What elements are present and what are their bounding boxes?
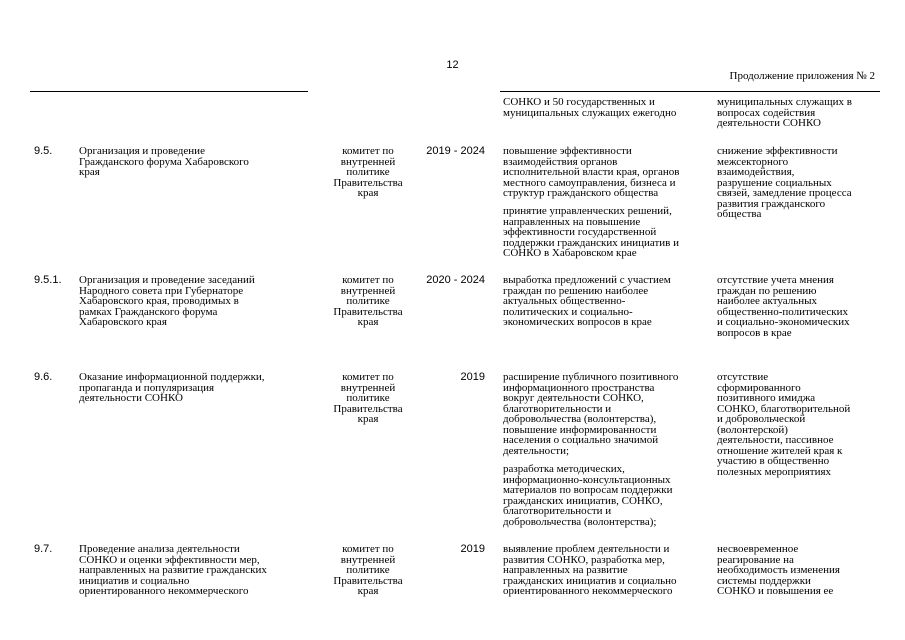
row-number: 9.7. <box>34 543 53 555</box>
row-executor: комитет по внутренней политике Правительства края <box>333 371 403 425</box>
row-number: 9.6. <box>34 371 53 383</box>
row-executor: комитет по внутренней политике Правительства края <box>333 274 403 328</box>
row-period: 2020 - 2024 <box>426 274 485 286</box>
row-number: 9.5. <box>34 145 53 157</box>
row-result: повышение эффективности взаимодействия органов исполнительной власти края, органов местного самоуправления, бизнеса и структур гражданского общества <box>503 145 680 199</box>
row-name: Оказание информационной поддержки, пропаганда и популяризация деятельности СОНКО <box>79 371 265 404</box>
row-risk: снижение эффективности межсекторного взаимодействия, разрушение социальных связей, замедление процесса развития гражданского общества <box>717 145 852 220</box>
row-executor: комитет по внутренней политике Правительства края <box>333 543 403 597</box>
continuation-note: Продолжение приложения № 2 <box>729 70 875 82</box>
row-risk: отсутствие сформированного позитивного имиджа СОНКО, благотворительной и добровольческой (волонтерской) деятельности, пассивное отношение жителей края к участию в общественно полезных мероприятиях <box>717 371 851 478</box>
row-result-extra: разработка методических, информационно-консультационных материалов по вопросам поддержки гражданских инициатив, СОНКО, благотворительности и добровольчества (волонтерства); <box>503 463 673 528</box>
row-result: расширение публичного позитивного информационного пространства вокруг деятельности СОНКО, благотворительности и добровольчества (волонтерства), повышение информированности населения о социально значимой деятельности; <box>503 371 679 457</box>
table-rule-left <box>30 91 308 92</box>
row-name: Организация и проведение Гражданского форума Хабаровского края <box>79 145 249 178</box>
row-risk: отсутствие учета мнения граждан по решению наиболее актуальных общественно-политических и социально-экономических вопросов в крае <box>717 274 850 339</box>
row-executor: комитет по внутренней политике Правительства края <box>333 145 403 199</box>
row-number: 9.5.1. <box>34 274 62 286</box>
top-risk-cell: муниципальных служащих в вопросах содействия деятельности СОНКО <box>717 96 852 129</box>
row-result-extra: принятие управленческих решений, направленных на повышение эффективности государственной поддержки гражданских инициатив и СОНКО в Хабаровском крае <box>503 205 680 259</box>
row-result: выработка предложений с участием граждан по решению наиболее актуальных общественно- политических и социально- экономических вопросов в крае <box>503 274 671 328</box>
row-name: Организация и проведение заседаний Народного совета при Губернаторе Хабаровского края, проводимых в рамках Гражданского форума Хабаровского края <box>79 274 255 328</box>
row-period: 2019 - 2024 <box>426 145 485 157</box>
top-result-cell: СОНКО и 50 государственных и муниципальных служащих ежегодно <box>503 96 677 119</box>
page-number: 12 <box>446 59 459 71</box>
table-rule-right <box>500 91 880 92</box>
row-name: Проведение анализа деятельности СОНКО и оценки эффективности мер, направленных на развитие гражданских инициатив и социально ориентированного некоммерческого <box>79 543 267 597</box>
row-risk: несвоевременное реагирование на необходимость изменения системы поддержки СОНКО и повышения ее <box>717 543 840 597</box>
row-result: выявление проблем деятельности и развития СОНКО, разработка мер, направленных на развитие гражданских инициатив и социально ориентированного некоммерческого <box>503 543 677 597</box>
row-period: 2019 <box>460 371 485 383</box>
row-period: 2019 <box>460 543 485 555</box>
